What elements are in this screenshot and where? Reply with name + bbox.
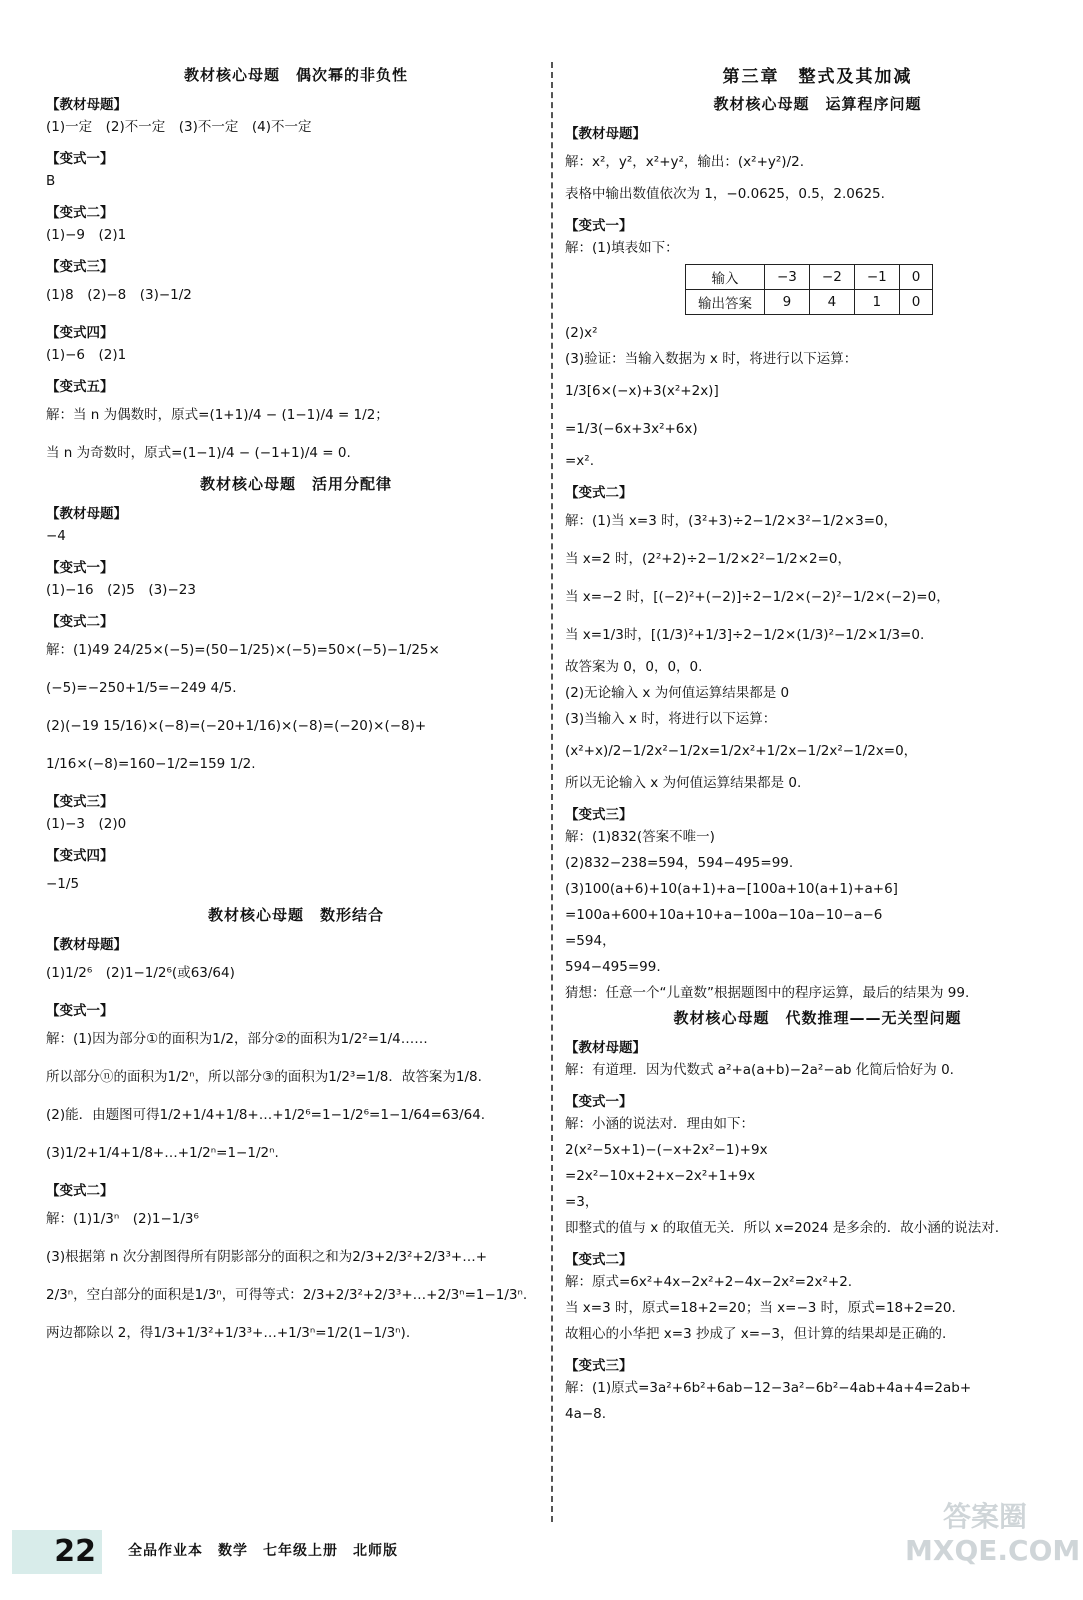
answer-line: 解：(1)832(答案不唯一) [565, 829, 715, 845]
answer-line: =2x²−10x+2+x−2x²+1+9x [565, 1168, 756, 1184]
answer-line: 即整式的值与 x 的取值无关．所以 x=2024 是多余的．故小涵的说法对. [565, 1220, 1000, 1236]
answer-line: B [46, 173, 56, 189]
answer-line: 2/3ⁿ，空白部分的面积是1/3ⁿ，可得等式：2/3+2/3²+2/3³+…+2/3ⁿ=1−1/3ⁿ. [46, 1287, 528, 1303]
answer-line: 解：(1)1/3ⁿ (2)1−1/3⁶ [46, 1211, 199, 1227]
answer-line: 解：当 n 为偶数时，原式=(1+1)/4 − (1−1)/4 = 1/2； [46, 407, 389, 423]
table-cell: 输出答案 [686, 290, 765, 315]
answer-line: (1)−9 (2)1 [46, 227, 127, 243]
answer-line: (2)x² [565, 325, 598, 341]
chapter-title: 第三章 整式及其加减 [722, 67, 913, 87]
question-tag: 【变式二】 [46, 1183, 114, 1199]
answer-line: 594−495=99. [565, 959, 661, 975]
answer-line: (2)无论输入 x 为何值运算结果都是 0 [565, 685, 790, 701]
answer-line: (1)−6 (2)1 [46, 347, 127, 363]
answer-line: =1/3(−6x+3x²+6x) [565, 421, 698, 437]
question-tag: 【变式三】 [46, 259, 114, 275]
answer-line: 4a−8. [565, 1406, 607, 1422]
question-tag: 【变式四】 [46, 848, 114, 864]
left-column [46, 62, 546, 1353]
column-divider [551, 62, 553, 1522]
answer-line: 解：(1)因为部分①的面积为1/2，部分②的面积为1/2²=1/4…… [46, 1031, 428, 1047]
book-info: 全品作业本 数学 七年级上册 北师版 [128, 1543, 398, 1559]
question-tag: 【变式三】 [46, 794, 114, 810]
table-cell: 0 [899, 290, 933, 315]
answer-line: 解：有道理．因为代数式 a²+a(a+b)−2a²−ab 化简后恰好为 0. [565, 1062, 954, 1078]
table-cell: 输入 [686, 265, 765, 290]
answer-line: 解：原式=6x²+4x−2x²+2−4x−2x²=2x²+2. [565, 1274, 853, 1290]
answer-line: 所以无论输入 x 为何值运算结果都是 0. [565, 775, 802, 791]
section-title: 教材核心母题 活用分配律 [199, 475, 392, 493]
answer-line: 当 x=1/3时，[(1/3)²+1/3]÷2−1/2×(1/3)²−1/2×1/3=0. [565, 627, 925, 643]
answer-line: 所以部分ⓝ的面积为1/2ⁿ，所以部分③的面积为1/2³=1/8．故答案为1/8. [46, 1069, 482, 1085]
answer-line: 故答案为 0，0，0，0. [565, 659, 703, 675]
table-cell: −1 [854, 265, 899, 290]
table-cell: −3 [765, 265, 810, 290]
answer-line: 1/16×(−8)=160−1/2=159 1/2. [46, 756, 256, 772]
answer-line: 猜想：任意一个“儿童数”根据题图中的程序运算，最后的结果为 99. [565, 985, 970, 1001]
answer-line: 当 x=2 时，(2²+2)÷2−1/2×2²−1/2×2=0， [565, 551, 851, 567]
answer-line: =x². [565, 453, 595, 469]
answer-line: 解：x²，y²，x²+y²，输出：(x²+y²)/2. [565, 154, 804, 170]
section-title: 教材核心母题 运算程序问题 [713, 95, 922, 113]
section-title: 教材核心母题 数形结合 [207, 906, 384, 924]
question-tag: 【变式一】 [46, 151, 114, 167]
question-tag: 【教材母题】 [46, 937, 127, 953]
page-number: 22 [12, 1530, 102, 1574]
question-tag: 【变式二】 [565, 1252, 633, 1268]
question-tag: 【教材母题】 [46, 97, 127, 113]
question-tag: 【变式三】 [565, 1358, 633, 1374]
answer-line: (1)一定 (2)不一定 (3)不一定 (4)不一定 [46, 119, 312, 135]
answer-line: (1)−16 (2)5 (3)−23 [46, 582, 196, 598]
question-tag: 【教材母题】 [46, 506, 127, 522]
answer-line: =594， [565, 933, 616, 949]
table-cell: 1 [854, 290, 899, 315]
table-cell: 0 [899, 265, 933, 290]
section-title: 教材核心母题 代数推理——无关型问题 [673, 1009, 962, 1027]
answer-line: (2)能．由题图可得1/2+1/4+1/8+…+1/2⁶=1−1/2⁶=1−1/64=63/64. [46, 1107, 486, 1123]
answer-line: 1/3[6×(−x)+3(x²+2x)] [565, 383, 719, 399]
answer-line: (3)当输入 x 时，将进行以下运算： [565, 711, 777, 727]
question-tag: 【变式四】 [46, 325, 114, 341]
answer-line: 解：(1)原式=3a²+6b²+6ab−12−3a²−6b²−4ab+4a+4=2ab+ [565, 1380, 972, 1396]
answer-line: 解：小涵的说法对．理由如下： [565, 1116, 754, 1132]
answer-line: 解：(1)当 x=3 时，(3²+3)÷2−1/2×3²−1/2×3=0， [565, 513, 898, 529]
question-tag: 【变式二】 [46, 205, 114, 221]
answer-line: (1)−3 (2)0 [46, 816, 127, 832]
question-tag: 【变式三】 [565, 807, 633, 823]
table-cell: 4 [809, 290, 854, 315]
answer-line: (−5)=−250+1/5=−249 4/5. [46, 680, 237, 696]
watermark-logo: 答案圈 MXQE.COM [905, 1500, 1081, 1567]
page-footer [0, 1500, 1083, 1580]
answer-line: −1/5 [46, 876, 80, 892]
answer-line: 解：(1)填表如下： [565, 240, 679, 256]
section-title: 教材核心母题 偶次幂的非负性 [183, 66, 408, 84]
answer-line: 2(x²−5x+1)−(−x+2x²−1)+9x [565, 1142, 768, 1158]
question-tag: 【教材母题】 [565, 1040, 646, 1056]
answer-line: =100a+600+10a+10+a−100a−10a−10−a−6 [565, 907, 883, 923]
question-tag: 【变式五】 [46, 379, 114, 395]
answer-line: (2)(−19 15/16)×(−8)=(−20+1/16)×(−8)=(−20)×(−8)+ [46, 718, 427, 734]
answer-line: 解：(1)49 24/25×(−5)=(50−1/25)×(−5)=50×(−5)−1/25× [46, 642, 440, 658]
question-tag: 【变式一】 [565, 218, 633, 234]
answer-line: 当 x=3 时，原式=18+2=20；当 x=−3 时，原式=18+2=20. [565, 1300, 956, 1316]
answer-line: 故粗心的小华把 x=3 抄成了 x=−3，但计算的结果却是正确的. [565, 1326, 947, 1342]
answer-line: =3， [565, 1194, 599, 1210]
io-table [685, 264, 933, 315]
answer-line: 当 x=−2 时，[(−2)²+(−2)]÷2−1/2×(−2)²−1/2×(−2)=0， [565, 589, 950, 605]
answer-line: (3)验证：当输入数据为 x 时，将进行以下运算： [565, 351, 858, 367]
table-row [686, 290, 933, 315]
answer-line: (1)8 (2)−8 (3)−1/2 [46, 287, 192, 303]
answer-line: (3)根据第 n 次分割图得所有阴影部分的面积之和为2/3+2/3²+2/3³+…+ [46, 1249, 488, 1265]
table-row [686, 265, 933, 290]
answer-line: (3)100(a+6)+10(a+1)+a−[100a+10(a+1)+a+6] [565, 881, 898, 897]
question-tag: 【教材母题】 [565, 126, 646, 142]
table-cell: 9 [765, 290, 810, 315]
answer-line: 当 n 为奇数时，原式=(1−1)/4 − (−1+1)/4 = 0. [46, 445, 351, 461]
question-tag: 【变式二】 [565, 485, 633, 501]
question-tag: 【变式一】 [46, 560, 114, 576]
question-tag: 【变式一】 [565, 1094, 633, 1110]
answer-line: −4 [46, 528, 66, 544]
right-column [565, 62, 1070, 1428]
question-tag: 【变式一】 [46, 1003, 114, 1019]
answer-line: (1)1/2⁶ (2)1−1/2⁶(或63/64) [46, 965, 235, 981]
answer-line: (2)832−238=594，594−495=99. [565, 855, 794, 871]
answer-line: 两边都除以 2，得1/3+1/3²+1/3³+…+1/3ⁿ=1/2(1−1/3ⁿ). [46, 1325, 411, 1341]
answer-line: (x²+x)/2−1/2x²−1/2x=1/2x²+1/2x−1/2x²−1/2x=0， [565, 743, 918, 759]
table-cell: −2 [809, 265, 854, 290]
question-tag: 【变式二】 [46, 614, 114, 630]
answer-line: 表格中输出数值依次为 1，−0.0625，0.5，2.0625. [565, 186, 885, 202]
answer-line: (3)1/2+1/4+1/8+…+1/2ⁿ=1−1/2ⁿ. [46, 1145, 279, 1161]
